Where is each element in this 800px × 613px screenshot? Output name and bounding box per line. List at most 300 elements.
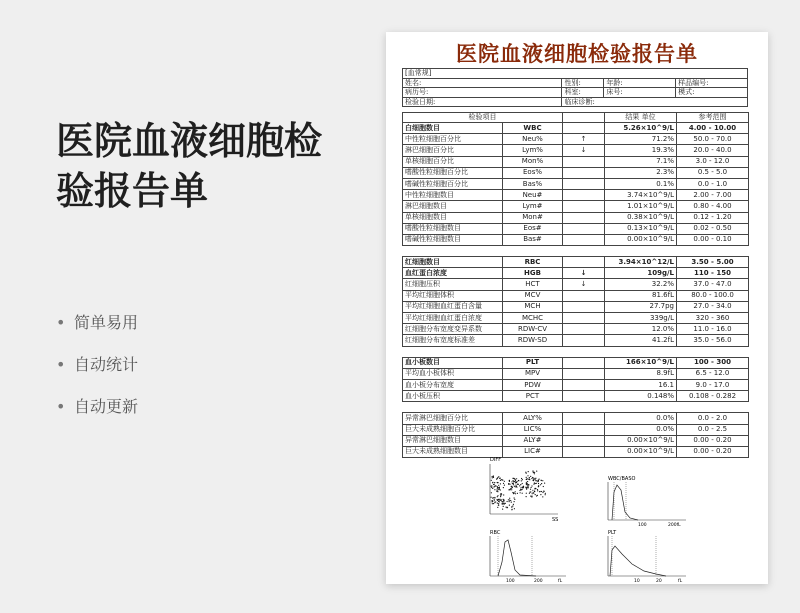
test-code: MCHC xyxy=(503,313,563,324)
scatter-dot xyxy=(505,503,506,504)
scatter-dot xyxy=(544,491,545,492)
scatter-dot xyxy=(493,503,494,504)
scatter-dot xyxy=(529,479,530,480)
header-range: 参考范围 xyxy=(677,113,749,123)
scatter-dot xyxy=(503,499,504,500)
scatter-dot xyxy=(527,487,528,488)
scatter-dot xyxy=(543,486,544,487)
scatter-dot xyxy=(514,501,515,502)
test-code: LIC# xyxy=(503,446,563,457)
abnormal-flag xyxy=(563,391,605,402)
reference-range: 11.0 - 16.0 xyxy=(677,324,749,335)
table-row xyxy=(403,335,749,346)
scatter-dot xyxy=(511,489,512,490)
scatter-dot xyxy=(509,484,510,485)
scatter-dot xyxy=(504,485,505,486)
feature-label: 简单易用 xyxy=(74,313,139,332)
results-table xyxy=(402,112,749,458)
scatter-dot xyxy=(541,491,542,492)
test-name: 红细胞压积 xyxy=(403,279,503,290)
scatter-dot xyxy=(496,479,497,480)
test-code: LIC% xyxy=(503,424,563,435)
scatter-dot xyxy=(533,493,534,494)
scatter-dot xyxy=(508,483,509,484)
scatter-dot xyxy=(532,477,533,478)
scatter-dot xyxy=(498,487,499,488)
scatter-dot xyxy=(492,477,493,478)
reference-range: 3.0 - 12.0 xyxy=(677,156,749,167)
name-field: 姓名: xyxy=(403,78,562,88)
header-flag xyxy=(563,113,605,123)
scatter-dot xyxy=(517,493,518,494)
scatter-dot xyxy=(503,487,504,488)
scatter-dot xyxy=(508,489,509,490)
scatter-dot xyxy=(535,478,536,479)
table-spacer-row xyxy=(403,246,749,257)
scatter-dot xyxy=(534,482,535,483)
scatter-dot xyxy=(513,493,514,494)
reference-range: 27.0 - 34.0 xyxy=(677,301,749,312)
scatter-dot xyxy=(500,489,501,490)
abnormal-flag: ↓ xyxy=(563,145,605,156)
test-code: Bas% xyxy=(503,178,563,189)
test-name: 异常淋巴细胞百分比 xyxy=(403,413,503,424)
scatter-dot xyxy=(515,480,516,481)
scatter-dot xyxy=(499,489,500,490)
table-row xyxy=(403,123,749,134)
scatter-dot xyxy=(494,489,495,490)
scatter-dot xyxy=(503,500,504,501)
abnormal-flag xyxy=(563,257,605,268)
scatter-dot xyxy=(527,483,528,484)
scatter-dot xyxy=(512,509,513,510)
test-name: 白细胞数目 xyxy=(403,123,503,134)
reference-range: 100 - 300 xyxy=(677,357,749,368)
abnormal-flag xyxy=(563,123,605,134)
scatter-dot xyxy=(520,484,521,485)
rbc-label: RBC xyxy=(490,530,501,536)
scatter-dot xyxy=(535,494,536,495)
scatter-dot xyxy=(493,484,494,485)
scatter-dot xyxy=(511,486,512,487)
scatter-dot xyxy=(491,487,492,488)
scatter-dot xyxy=(541,483,542,484)
scatter-dot xyxy=(511,481,512,482)
diff-scatter-plot xyxy=(490,457,558,523)
abnormal-flag xyxy=(563,223,605,234)
scatter-dot xyxy=(536,471,537,472)
scatter-dot xyxy=(532,470,533,471)
scatter-dot xyxy=(512,505,513,506)
test-name: 红细胞分布宽度变异系数 xyxy=(403,324,503,335)
scatter-dot xyxy=(514,508,515,509)
test-result: 109g/L xyxy=(605,268,677,279)
scatter-dot xyxy=(538,481,539,482)
feature-item xyxy=(56,396,138,438)
scatter-dot xyxy=(538,483,539,484)
scatter-dot xyxy=(497,486,498,487)
scatter-dot xyxy=(526,493,527,494)
test-name: 平均红细胞血红蛋白含量 xyxy=(403,301,503,312)
scatter-dot xyxy=(492,501,493,502)
scatter-dot xyxy=(528,484,529,485)
table-row xyxy=(403,413,749,424)
test-result: 19.3% xyxy=(605,145,677,156)
scatter-dot xyxy=(517,484,518,485)
test-code: Eos# xyxy=(503,223,563,234)
test-code: PLT xyxy=(503,357,563,368)
scatter-dot xyxy=(542,492,543,493)
scatter-dot xyxy=(530,476,531,477)
test-code: MCV xyxy=(503,290,563,301)
table-row xyxy=(403,268,749,279)
reference-range: 0.0 - 2.0 xyxy=(677,413,749,424)
scatter-dot xyxy=(496,491,497,492)
table-row xyxy=(403,424,749,435)
scatter-dot xyxy=(497,495,498,496)
scatter-dot xyxy=(504,503,505,504)
diff-dots xyxy=(491,470,546,510)
scatter-dot xyxy=(497,489,498,490)
spacer-cell xyxy=(403,346,749,357)
test-code: MCH xyxy=(503,301,563,312)
scatter-dot xyxy=(531,485,532,486)
reference-range: 9.0 - 17.0 xyxy=(677,379,749,390)
test-name: 中性粒细胞百分比 xyxy=(403,134,503,145)
scatter-dot xyxy=(492,503,493,504)
rbc-tick-end: 200 xyxy=(534,579,543,584)
scatter-dot xyxy=(519,490,520,491)
scatter-dot xyxy=(502,509,503,510)
scatter-dot xyxy=(532,493,533,494)
wbc-tick-mid: 100 xyxy=(638,523,647,528)
test-result: 7.1% xyxy=(605,156,677,167)
reference-range: 0.108 - 0.282 xyxy=(677,391,749,402)
scatter-dot xyxy=(491,492,492,493)
table-row xyxy=(403,435,749,446)
reference-range: 4.00 - 10.00 xyxy=(677,123,749,134)
scatter-dot xyxy=(518,480,519,481)
test-name: 平均血小板体积 xyxy=(403,368,503,379)
scatter-dot xyxy=(499,501,500,502)
report-title: 医院血液细胞检验报告单 xyxy=(456,42,698,66)
test-result: 0.13×10^9/L xyxy=(605,223,677,234)
test-result: 27.7pg xyxy=(605,301,677,312)
abnormal-flag xyxy=(563,368,605,379)
scatter-dot xyxy=(526,482,527,483)
scatter-dot xyxy=(540,494,541,495)
spacer-cell xyxy=(403,402,749,413)
abnormal-flag xyxy=(563,190,605,201)
bullet-icon: • xyxy=(56,355,66,374)
plt-histogram xyxy=(608,530,686,584)
test-code: MPV xyxy=(503,368,563,379)
feature-item xyxy=(56,354,138,396)
scatter-dot xyxy=(503,506,504,507)
test-code: RDW-CV xyxy=(503,324,563,335)
scatter-dot xyxy=(509,480,510,481)
scatter-dot xyxy=(531,496,532,497)
date-field: 检验日期: xyxy=(403,97,562,107)
table-row xyxy=(403,391,749,402)
abnormal-flag xyxy=(563,290,605,301)
test-code: PCT xyxy=(503,391,563,402)
scatter-dot xyxy=(508,499,509,500)
rbc-histogram xyxy=(490,530,566,584)
scatter-dot xyxy=(498,476,499,477)
table-row xyxy=(403,145,749,156)
feature-label: 自动更新 xyxy=(74,397,139,416)
test-name: 异常淋巴细胞数目 xyxy=(403,435,503,446)
sample-field: 样品编号: xyxy=(676,78,748,88)
scatter-dot xyxy=(491,485,492,486)
test-code: Neu# xyxy=(503,190,563,201)
rbc-curve xyxy=(498,540,536,576)
test-result: 0.0% xyxy=(605,424,677,435)
diagnosis-field: 临床诊断: xyxy=(562,97,748,107)
hero-title xyxy=(56,116,322,216)
scatter-dot xyxy=(520,487,521,488)
scatter-dot xyxy=(511,502,512,503)
table-row xyxy=(403,201,749,212)
reference-range: 0.5 - 5.0 xyxy=(677,167,749,178)
test-result: 0.00×10^9/L xyxy=(605,234,677,245)
test-result: 0.38×10^9/L xyxy=(605,212,677,223)
scatter-dot xyxy=(526,477,527,478)
abnormal-flag xyxy=(563,335,605,346)
reference-range: 20.0 - 40.0 xyxy=(677,145,749,156)
scatter-dot xyxy=(515,482,516,483)
test-result: 0.00×10^9/L xyxy=(605,435,677,446)
hero-title-line-1: 医院血液细胞检 xyxy=(56,119,323,163)
test-code: Mon# xyxy=(503,212,563,223)
scatter-dot xyxy=(506,507,507,508)
test-name: 单核细胞数目 xyxy=(403,212,503,223)
table-row xyxy=(403,357,749,368)
abnormal-flag: ↓ xyxy=(563,268,605,279)
abnormal-flag: ↑ xyxy=(563,134,605,145)
reference-range: 0.00 - 0.20 xyxy=(677,446,749,457)
scatter-dot xyxy=(532,490,533,491)
plt-curve xyxy=(610,546,666,576)
test-result: 12.0% xyxy=(605,324,677,335)
scatter-dot xyxy=(534,478,535,479)
table-row xyxy=(403,178,749,189)
reference-range: 2.00 - 7.00 xyxy=(677,190,749,201)
scatter-dot xyxy=(497,507,498,508)
scatter-dot xyxy=(509,505,510,506)
table-row xyxy=(403,313,749,324)
reference-range: 50.0 - 70.0 xyxy=(677,134,749,145)
test-code: Lym% xyxy=(503,145,563,156)
test-name: 嗜碱性粒细胞百分比 xyxy=(403,178,503,189)
table-row xyxy=(403,156,749,167)
table-row xyxy=(403,290,749,301)
test-result: 71.2% xyxy=(605,134,677,145)
scatter-dot xyxy=(515,493,516,494)
test-code: RDW-SD xyxy=(503,335,563,346)
table-row xyxy=(403,223,749,234)
table-row xyxy=(403,379,749,390)
scatter-dot xyxy=(534,473,535,474)
scatter-dot xyxy=(499,478,500,479)
test-code: Eos% xyxy=(503,167,563,178)
abnormal-flag xyxy=(563,424,605,435)
plt-tick-end: 20 xyxy=(656,579,662,584)
section-field: 科室: xyxy=(562,88,604,98)
scatter-dot xyxy=(493,475,494,476)
reference-range: 0.0 - 2.5 xyxy=(677,424,749,435)
mode-field: 模式: xyxy=(676,88,748,98)
abnormal-flag xyxy=(563,201,605,212)
scatter-dot xyxy=(541,480,542,481)
scatter-dot xyxy=(540,484,541,485)
scatter-dot xyxy=(537,489,538,490)
scatter-dot xyxy=(497,477,498,478)
scatter-dot xyxy=(526,487,527,488)
scatter-dot xyxy=(544,483,545,484)
header-item: 检验项目 xyxy=(403,113,563,123)
scatter-dot xyxy=(521,478,522,479)
abnormal-flag xyxy=(563,435,605,446)
scatter-dot xyxy=(536,483,537,484)
table-spacer-row xyxy=(403,346,749,357)
plt-unit: fL xyxy=(678,579,683,584)
table-row xyxy=(403,324,749,335)
test-name: 红细胞数目 xyxy=(403,257,503,268)
wbc-label: WBC/BASO xyxy=(608,476,636,482)
scatter-dot xyxy=(498,499,499,500)
scatter-dot xyxy=(545,493,546,494)
scatter-dot xyxy=(526,489,527,490)
reference-range: 35.0 - 56.0 xyxy=(677,335,749,346)
scatter-dot xyxy=(514,499,515,500)
abnormal-flag xyxy=(563,413,605,424)
scatter-dot xyxy=(500,493,501,494)
scatter-dot xyxy=(520,492,521,493)
test-result: 32.2% xyxy=(605,279,677,290)
scatter-dot xyxy=(523,486,524,487)
abnormal-flag xyxy=(563,313,605,324)
test-name: 单核细胞百分比 xyxy=(403,156,503,167)
age-field: 年龄: xyxy=(604,78,676,88)
scatter-dot xyxy=(533,478,534,479)
table-row xyxy=(403,212,749,223)
scatter-dot xyxy=(493,486,494,487)
scatter-dot xyxy=(542,496,543,497)
scatter-dot xyxy=(517,481,518,482)
feature-list xyxy=(56,312,138,438)
scatter-dot xyxy=(528,471,529,472)
test-code: ALY% xyxy=(503,413,563,424)
reference-range: 0.12 - 1.20 xyxy=(677,212,749,223)
header-result: 结果 单位 xyxy=(605,113,677,123)
scatter-dot xyxy=(509,481,510,482)
table-row xyxy=(403,134,749,145)
test-code: Mon% xyxy=(503,156,563,167)
test-result: 0.00×10^9/L xyxy=(605,446,677,457)
test-result: 339g/L xyxy=(605,313,677,324)
test-result: 3.94×10^12/L xyxy=(605,257,677,268)
scatter-dot xyxy=(491,480,492,481)
scatter-dot xyxy=(510,489,511,490)
scatter-dot xyxy=(530,496,531,497)
test-result: 166×10^9/L xyxy=(605,357,677,368)
feature-label: 自动统计 xyxy=(74,355,139,374)
rbc-tick-mid: 100 xyxy=(506,579,515,584)
bullet-icon: • xyxy=(56,397,66,416)
scatter-dot xyxy=(495,501,496,502)
test-code: Lym# xyxy=(503,201,563,212)
results-body xyxy=(403,123,749,458)
test-result: 16.1 xyxy=(605,379,677,390)
test-name: 嗜酸性粒细胞百分比 xyxy=(403,167,503,178)
histogram-plots xyxy=(386,452,768,584)
abnormal-flag xyxy=(563,178,605,189)
scatter-dot xyxy=(523,487,524,488)
scatter-dot xyxy=(492,476,493,477)
scatter-dot xyxy=(492,498,493,499)
hero-title-line-2: 验报告单 xyxy=(56,169,209,213)
scatter-dot xyxy=(534,488,535,489)
test-result: 81.6fL xyxy=(605,290,677,301)
scatter-dot xyxy=(542,480,543,481)
scatter-dot xyxy=(500,495,501,496)
reference-range: 0.80 - 4.00 xyxy=(677,201,749,212)
scatter-dot xyxy=(498,485,499,486)
scatter-dot xyxy=(491,497,492,498)
scatter-dot xyxy=(492,482,493,483)
scatter-dot xyxy=(527,475,528,476)
reference-range: 80.0 - 100.0 xyxy=(677,290,749,301)
reference-range: 0.0 - 1.0 xyxy=(677,178,749,189)
test-result: 0.148% xyxy=(605,391,677,402)
test-result: 0.0% xyxy=(605,413,677,424)
reference-range: 3.50 - 5.00 xyxy=(677,257,749,268)
reference-range: 0.02 - 0.50 xyxy=(677,223,749,234)
dept-label: [血常规] xyxy=(403,69,748,79)
scatter-dot xyxy=(514,497,515,498)
scatter-dot xyxy=(497,496,498,497)
scatter-dot xyxy=(499,499,500,500)
scatter-dot xyxy=(502,479,503,480)
abnormal-flag xyxy=(563,167,605,178)
scatter-dot xyxy=(526,484,527,485)
test-result: 3.74×10^9/L xyxy=(605,190,677,201)
scatter-dot xyxy=(533,484,534,485)
test-name: 血小板分布宽度 xyxy=(403,379,503,390)
table-row xyxy=(403,190,749,201)
scatter-dot xyxy=(501,499,502,500)
test-result: 1.01×10^9/L xyxy=(605,201,677,212)
reference-range: 0.00 - 0.20 xyxy=(677,435,749,446)
scatter-dot xyxy=(500,480,501,481)
diff-label: DIFF xyxy=(490,457,502,463)
scatter-dot xyxy=(503,494,504,495)
scatter-dot xyxy=(529,477,530,478)
scatter-dot xyxy=(521,489,522,490)
scatter-dot xyxy=(513,504,514,505)
scatter-dot xyxy=(513,483,514,484)
scatter-dot xyxy=(516,486,517,487)
scatter-dot xyxy=(509,501,510,502)
scatter-dot xyxy=(515,491,516,492)
scatter-dot xyxy=(513,484,514,485)
scatter-dot xyxy=(522,493,523,494)
test-code: HGB xyxy=(503,268,563,279)
test-name: 淋巴细胞百分比 xyxy=(403,145,503,156)
scatter-dot xyxy=(540,491,541,492)
